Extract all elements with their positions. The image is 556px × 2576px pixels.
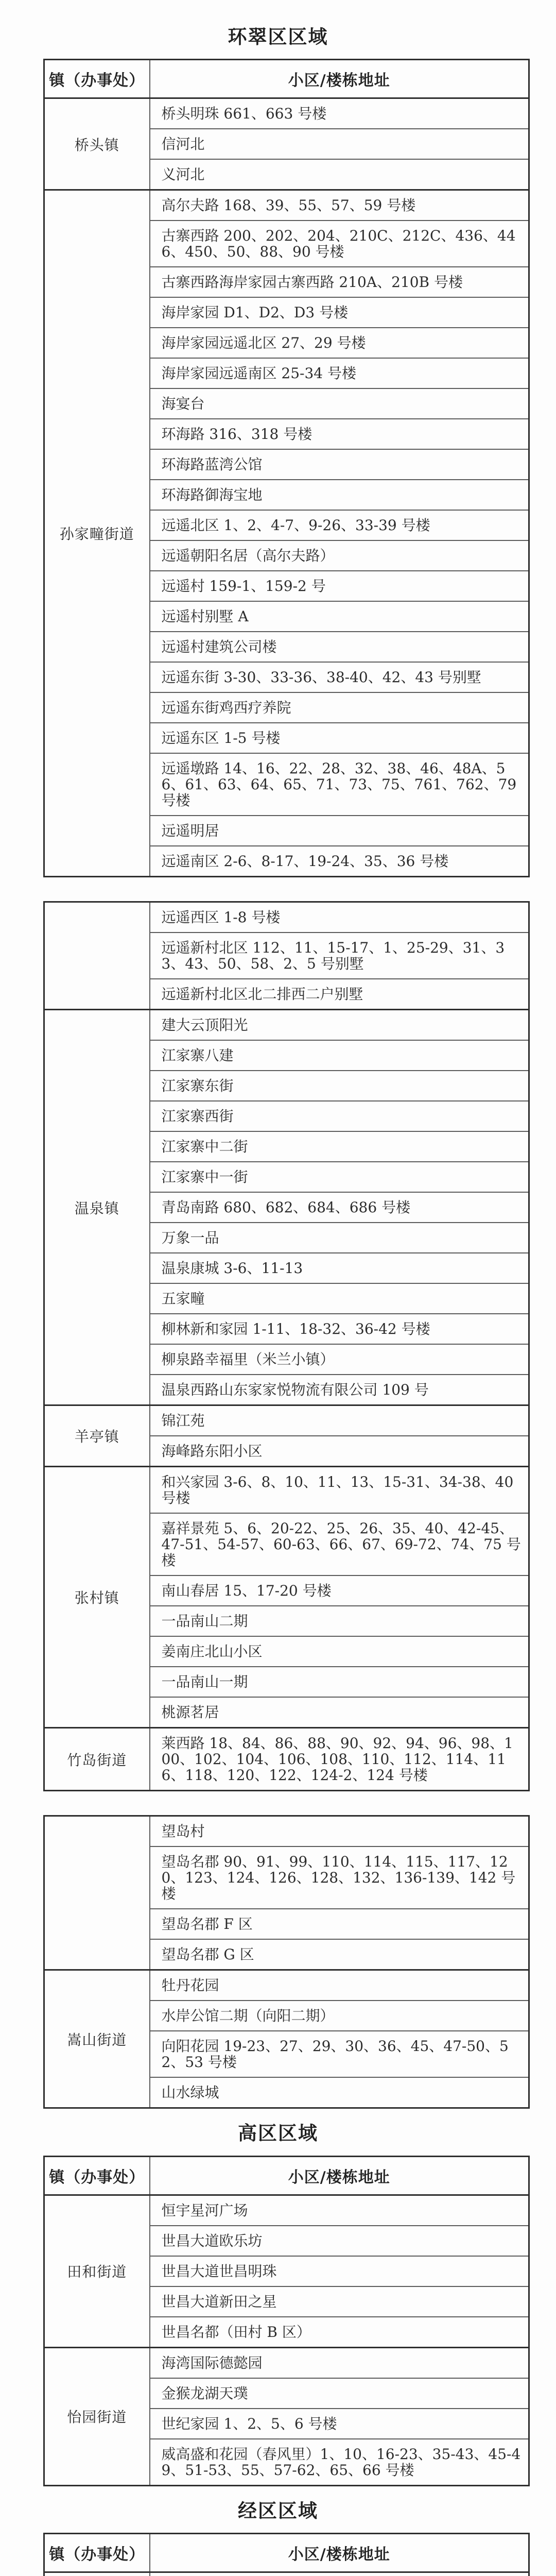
address-cell: 江家寨中一街 [150, 1162, 529, 1192]
group-label-cell [44, 2572, 150, 2576]
district-table [43, 2156, 530, 2486]
address-cell: 远遥新村北区 112、11、15-17、1、25-29、31、33、43、50、58、2、5 号别墅 [150, 933, 529, 979]
address-cell: 远遥东区 1-5 号楼 [150, 723, 529, 753]
table-row [44, 1970, 529, 2001]
table-body [44, 1816, 529, 2108]
table-header-row [44, 2156, 529, 2195]
group-label-cell: 张村镇 [44, 1467, 150, 1728]
group-label-cell: 羊亭镇 [44, 1405, 150, 1467]
table-header-row [44, 2533, 529, 2572]
group-label-cell: 温泉镇 [44, 1010, 150, 1405]
district-table [43, 901, 530, 1791]
table-body [44, 2572, 529, 2576]
address-cell: 远遥朝阳名居（高尔夫路） [150, 540, 529, 571]
address-cell: 海峰路东阳小区 [150, 1436, 529, 1467]
address-cell: 海湾国际德懿园 [150, 2347, 529, 2378]
address-cell: 环海路御海宝地 [150, 480, 529, 510]
table-header [44, 2533, 529, 2572]
address-cell: 柳泉路幸福里（米兰小镇） [150, 1344, 529, 1375]
address-cell: 柳林新和家园 1-11、18-32、36-42 号楼 [150, 1314, 529, 1344]
address-cell: 海岸家园远遥北区 27、29 号楼 [150, 328, 529, 358]
table-row [44, 1405, 529, 1436]
address-cell: 海宴台 [150, 388, 529, 419]
address-cell: 莱西路 18、84、86、88、90、92、94、96、98、100、102、104、106、108、110、112、114、116、118、120、122、124-2、124 号楼 [150, 1728, 529, 1791]
address-cell: 远遥东街 3-30、33-36、38-40、42、43 号别墅 [150, 662, 529, 692]
district-table [43, 2533, 530, 2576]
group-label-cell: 田和街道 [44, 2195, 150, 2347]
address-cell [150, 2572, 529, 2576]
address-cell: 世昌名都（田村 B 区） [150, 2317, 529, 2348]
address-cell: 望岛村 [150, 1816, 529, 1847]
address-cell: 环海路蓝湾公馆 [150, 449, 529, 480]
table-row [44, 1010, 529, 1041]
address-cell: 江家寨中二街 [150, 1131, 529, 1162]
district-table [43, 1815, 530, 2109]
address-cell: 江家寨东街 [150, 1071, 529, 1101]
address-cell: 远遥墩路 14、16、22、28、32、38、46、48A、56、61、63、64、65、71、73、75、761、762、79 号楼 [150, 753, 529, 816]
group-label-cell: 竹岛街道 [44, 1728, 150, 1791]
address-cell: 向阳花园 19-23、27、29、30、36、45、47-50、52、53 号楼 [150, 2031, 529, 2077]
address-cell: 海岸家园 D1、D2、D3 号楼 [150, 297, 529, 328]
group-label-cell [44, 902, 150, 1010]
address-cell: 威高盛和花园（春风里）1、10、16-23、35-43、45-49、51-53、55、57-62、65、66 号楼 [150, 2439, 529, 2486]
address-cell: 世昌大道新田之星 [150, 2286, 529, 2317]
address-cell: 远遥明居 [150, 816, 529, 846]
address-cell: 远遥村 159-1、159-2 号 [150, 571, 529, 601]
address-cell: 江家寨八建 [150, 1040, 529, 1071]
address-cell: 世昌大道世昌明珠 [150, 2256, 529, 2286]
address-cell: 信河北 [150, 129, 529, 159]
address-cell: 桥头明珠 661、663 号楼 [150, 98, 529, 129]
address-cell: 青岛南路 680、682、684、686 号楼 [150, 1192, 529, 1223]
address-cell: 望岛名郡 G 区 [150, 1939, 529, 1970]
address-cell: 温泉西路山东家家悦物流有限公司 109 号 [150, 1375, 529, 1405]
table-row [44, 2572, 529, 2576]
header-cell-address: 小区/楼栋地址 [150, 2156, 529, 2195]
address-cell: 牡丹花园 [150, 1970, 529, 2001]
address-cell: 恒宇星河广场 [150, 2195, 529, 2226]
group-label-cell: 孙家疃街道 [44, 190, 150, 877]
address-cell: 建大云顶阳光 [150, 1010, 529, 1041]
address-cell: 远遥村建筑公司楼 [150, 632, 529, 662]
address-cell: 远遥北区 1、2、4-7、9-26、33-39 号楼 [150, 510, 529, 540]
group-label-cell [44, 1816, 150, 1970]
section-title: 经区区域 [238, 2499, 318, 2522]
table-row [44, 902, 529, 933]
header-cell-town: 镇（办事处） [44, 2156, 150, 2195]
address-cell: 望岛名郡 90、91、99、110、114、115、117、120、123、124、126、128、132、136-139、142 号楼 [150, 1846, 529, 1909]
address-cell: 远遥东街鸡西疗养院 [150, 692, 529, 723]
address-cell: 远遥西区 1-8 号楼 [150, 902, 529, 933]
table-body [44, 98, 529, 877]
header-cell-address: 小区/楼栋地址 [150, 2533, 529, 2572]
section-title: 环翠区区域 [228, 25, 328, 48]
district-table [43, 59, 530, 877]
address-cell: 远遥南区 2-6、8-17、19-24、35、36 号楼 [150, 846, 529, 877]
address-cell: 嘉祥景苑 5、6、20-22、25、26、35、40、42-45、47-51、54-57、60-63、66、67、69-72、74、75 号楼 [150, 1513, 529, 1575]
table-row [44, 1728, 529, 1791]
table-row [44, 2347, 529, 2378]
address-cell: 古寨西路海岸家园古寨西路 210A、210B 号楼 [150, 267, 529, 297]
group-label-cell: 嵩山街道 [44, 1970, 150, 2108]
table-header [44, 60, 529, 98]
address-cell: 海岸家园远遥南区 25-34 号楼 [150, 358, 529, 388]
address-cell: 环海路 316、318 号楼 [150, 419, 529, 449]
address-cell: 桃源茗居 [150, 1697, 529, 1728]
address-cell: 和兴家园 3-6、8、10、11、13、15-31、34-38、40 号楼 [150, 1467, 529, 1514]
section-title: 高区区域 [238, 2122, 318, 2145]
table-header [44, 2156, 529, 2195]
address-cell: 世纪家园 1、2、5、6 号楼 [150, 2409, 529, 2439]
address-cell: 温泉康城 3-6、11-13 [150, 1253, 529, 1283]
address-cell: 远遥村别墅 A [150, 601, 529, 632]
header-cell-town: 镇（办事处） [44, 60, 150, 98]
address-cell: 望岛名郡 F 区 [150, 1909, 529, 1939]
group-label-cell: 怡园街道 [44, 2347, 150, 2485]
address-cell: 江家寨西街 [150, 1101, 529, 1131]
address-cell: 一品南山二期 [150, 1606, 529, 1636]
address-cell: 姜南庄北山小区 [150, 1636, 529, 1667]
address-cell: 远遥新村北区北二排西二户别墅 [150, 979, 529, 1010]
header-cell-town: 镇（办事处） [44, 2533, 150, 2572]
address-cell: 万象一品 [150, 1223, 529, 1253]
address-cell: 南山春居 15、17-20 号楼 [150, 1575, 529, 1606]
table-row [44, 1467, 529, 1514]
address-cell: 金猴龙湖天璞 [150, 2378, 529, 2409]
table-row [44, 190, 529, 221]
table-header-row [44, 60, 529, 98]
address-cell: 世昌大道欧乐坊 [150, 2226, 529, 2256]
table-row [44, 2195, 529, 2226]
address-cell: 义河北 [150, 159, 529, 190]
header-cell-address: 小区/楼栋地址 [150, 60, 529, 98]
address-cell: 古寨西路 200、202、204、210C、212C、436、446、450、50、88、90 号楼 [150, 221, 529, 267]
table-body [44, 902, 529, 1791]
address-cell: 水岸公馆二期（向阳二期） [150, 2001, 529, 2031]
table-row [44, 98, 529, 129]
table-body [44, 2195, 529, 2485]
address-cell: 高尔夫路 168、39、55、57、59 号楼 [150, 190, 529, 221]
address-cell: 山水绿城 [150, 2077, 529, 2108]
address-cell: 五家疃 [150, 1283, 529, 1314]
address-cell: 锦江苑 [150, 1405, 529, 1436]
group-label-cell: 桥头镇 [44, 98, 150, 190]
address-cell: 一品南山一期 [150, 1667, 529, 1697]
table-row [44, 1816, 529, 1847]
